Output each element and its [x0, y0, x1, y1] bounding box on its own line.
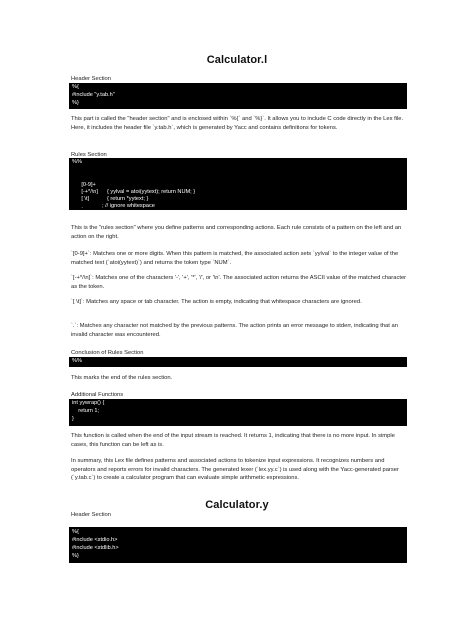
rule-action: { return *yytext; }	[107, 196, 149, 202]
code-line: }	[72, 416, 74, 422]
rule-action: ; // ignore whitespace	[102, 203, 155, 209]
conclusion-description: This marks the end of the rules section.	[71, 375, 173, 381]
rule-line	[72, 197, 402, 225]
code-line: %{	[72, 529, 79, 535]
code-line: #include <stdlib.h>	[72, 545, 119, 551]
rule-explanation-operators: `[-+*/\n]`: Matches one of the characters '-', '+', '*', '/', or '\n'. The associated action returns the ASCII value of the matched character as the token.	[71, 275, 407, 290]
rules-section-label: Rules Section	[71, 152, 107, 158]
code-line: %}	[72, 100, 79, 106]
yacc-header-code-block	[69, 527, 407, 563]
conclusion-section-label: Conclusion of Rules Section	[71, 350, 144, 356]
rule-pattern: [ \t]	[81, 196, 90, 202]
conclusion-code-block	[69, 357, 407, 367]
rule-explanation-digits: `[0-9]+`: Matches one or more digits. When this pattern is matched, the associated action sets `yylval` to the integer value of the matched text (`atoi(yytext)`) and returns the token type `NUM`.	[71, 251, 399, 266]
yywrap-description: This function is called when the end of the input stream is reached. It returns 1, indicating that there is no more input. In simple cases, this function can be left as is.	[71, 433, 395, 448]
code-line: int yywrap() {	[72, 400, 105, 406]
header-section-description: This part is called the "header section" and is enclosed within `%{` and `%}`. It allows you to include C code directly in the Lex file. Here, it includes the header file `y.tab.h`, which is generated by Yacc and contains definitions for tokens.	[71, 116, 404, 131]
lex-summary: In summary, this Lex file defines patterns and associated actions to tokenize input expressions. It recognizes numbers and operators and reports errors for invalid characters. The generated lexer (`lex.yy.c`) is used along with the Yacc-generated parser (`y.tab.c`) to create a calculator program that can evaluate simple arithmetic expressions.	[71, 458, 399, 482]
rule-pattern: [-+*/\n]	[81, 189, 98, 195]
code-line: %}	[72, 553, 79, 559]
header-code-block	[69, 83, 407, 109]
rules-code-block	[69, 158, 407, 217]
header-section-label: Header Section	[71, 76, 111, 82]
additional-functions-label: Additional Functions	[71, 392, 124, 398]
rule-explanation-any-char: `.`: Matches any character not matched by the previous patterns. The action prints an error message to stderr, indicating that an invalid character was encountered.	[71, 323, 398, 338]
rules-section-description: This is the "rules section" where you define patterns and corresponding actions. Each rule consists of a pattern on the left and an action on the right.	[71, 225, 402, 240]
doc-title-lex: Calculator.l	[206, 54, 268, 66]
code-line: %%	[72, 358, 82, 364]
rule-action: { fprintf(stderr, "Invalid character: %s\n", yytext); }	[98, 211, 220, 217]
code-line: %{	[72, 84, 79, 90]
doc-title-yacc: Calculator.y	[205, 499, 269, 511]
code-line: #include "y.tab.h"	[72, 92, 115, 98]
code-line: %%	[72, 159, 82, 165]
yacc-header-section-label: Header Section	[71, 512, 111, 518]
rule-explanation-whitespace: `[ \t]`: Matches any space or tab character. The action is empty, indicating that whitespace characters are ignored.	[71, 299, 362, 305]
code-line: return 1;	[72, 408, 100, 414]
rule-pattern: [0-9]+	[81, 182, 96, 188]
rule-pattern: .	[81, 204, 83, 210]
yywrap-code-block	[69, 399, 407, 426]
code-line: #include <stdio.h>	[72, 537, 118, 543]
rule-action: { yylval = atoi(yytext); return NUM; }	[107, 189, 196, 195]
